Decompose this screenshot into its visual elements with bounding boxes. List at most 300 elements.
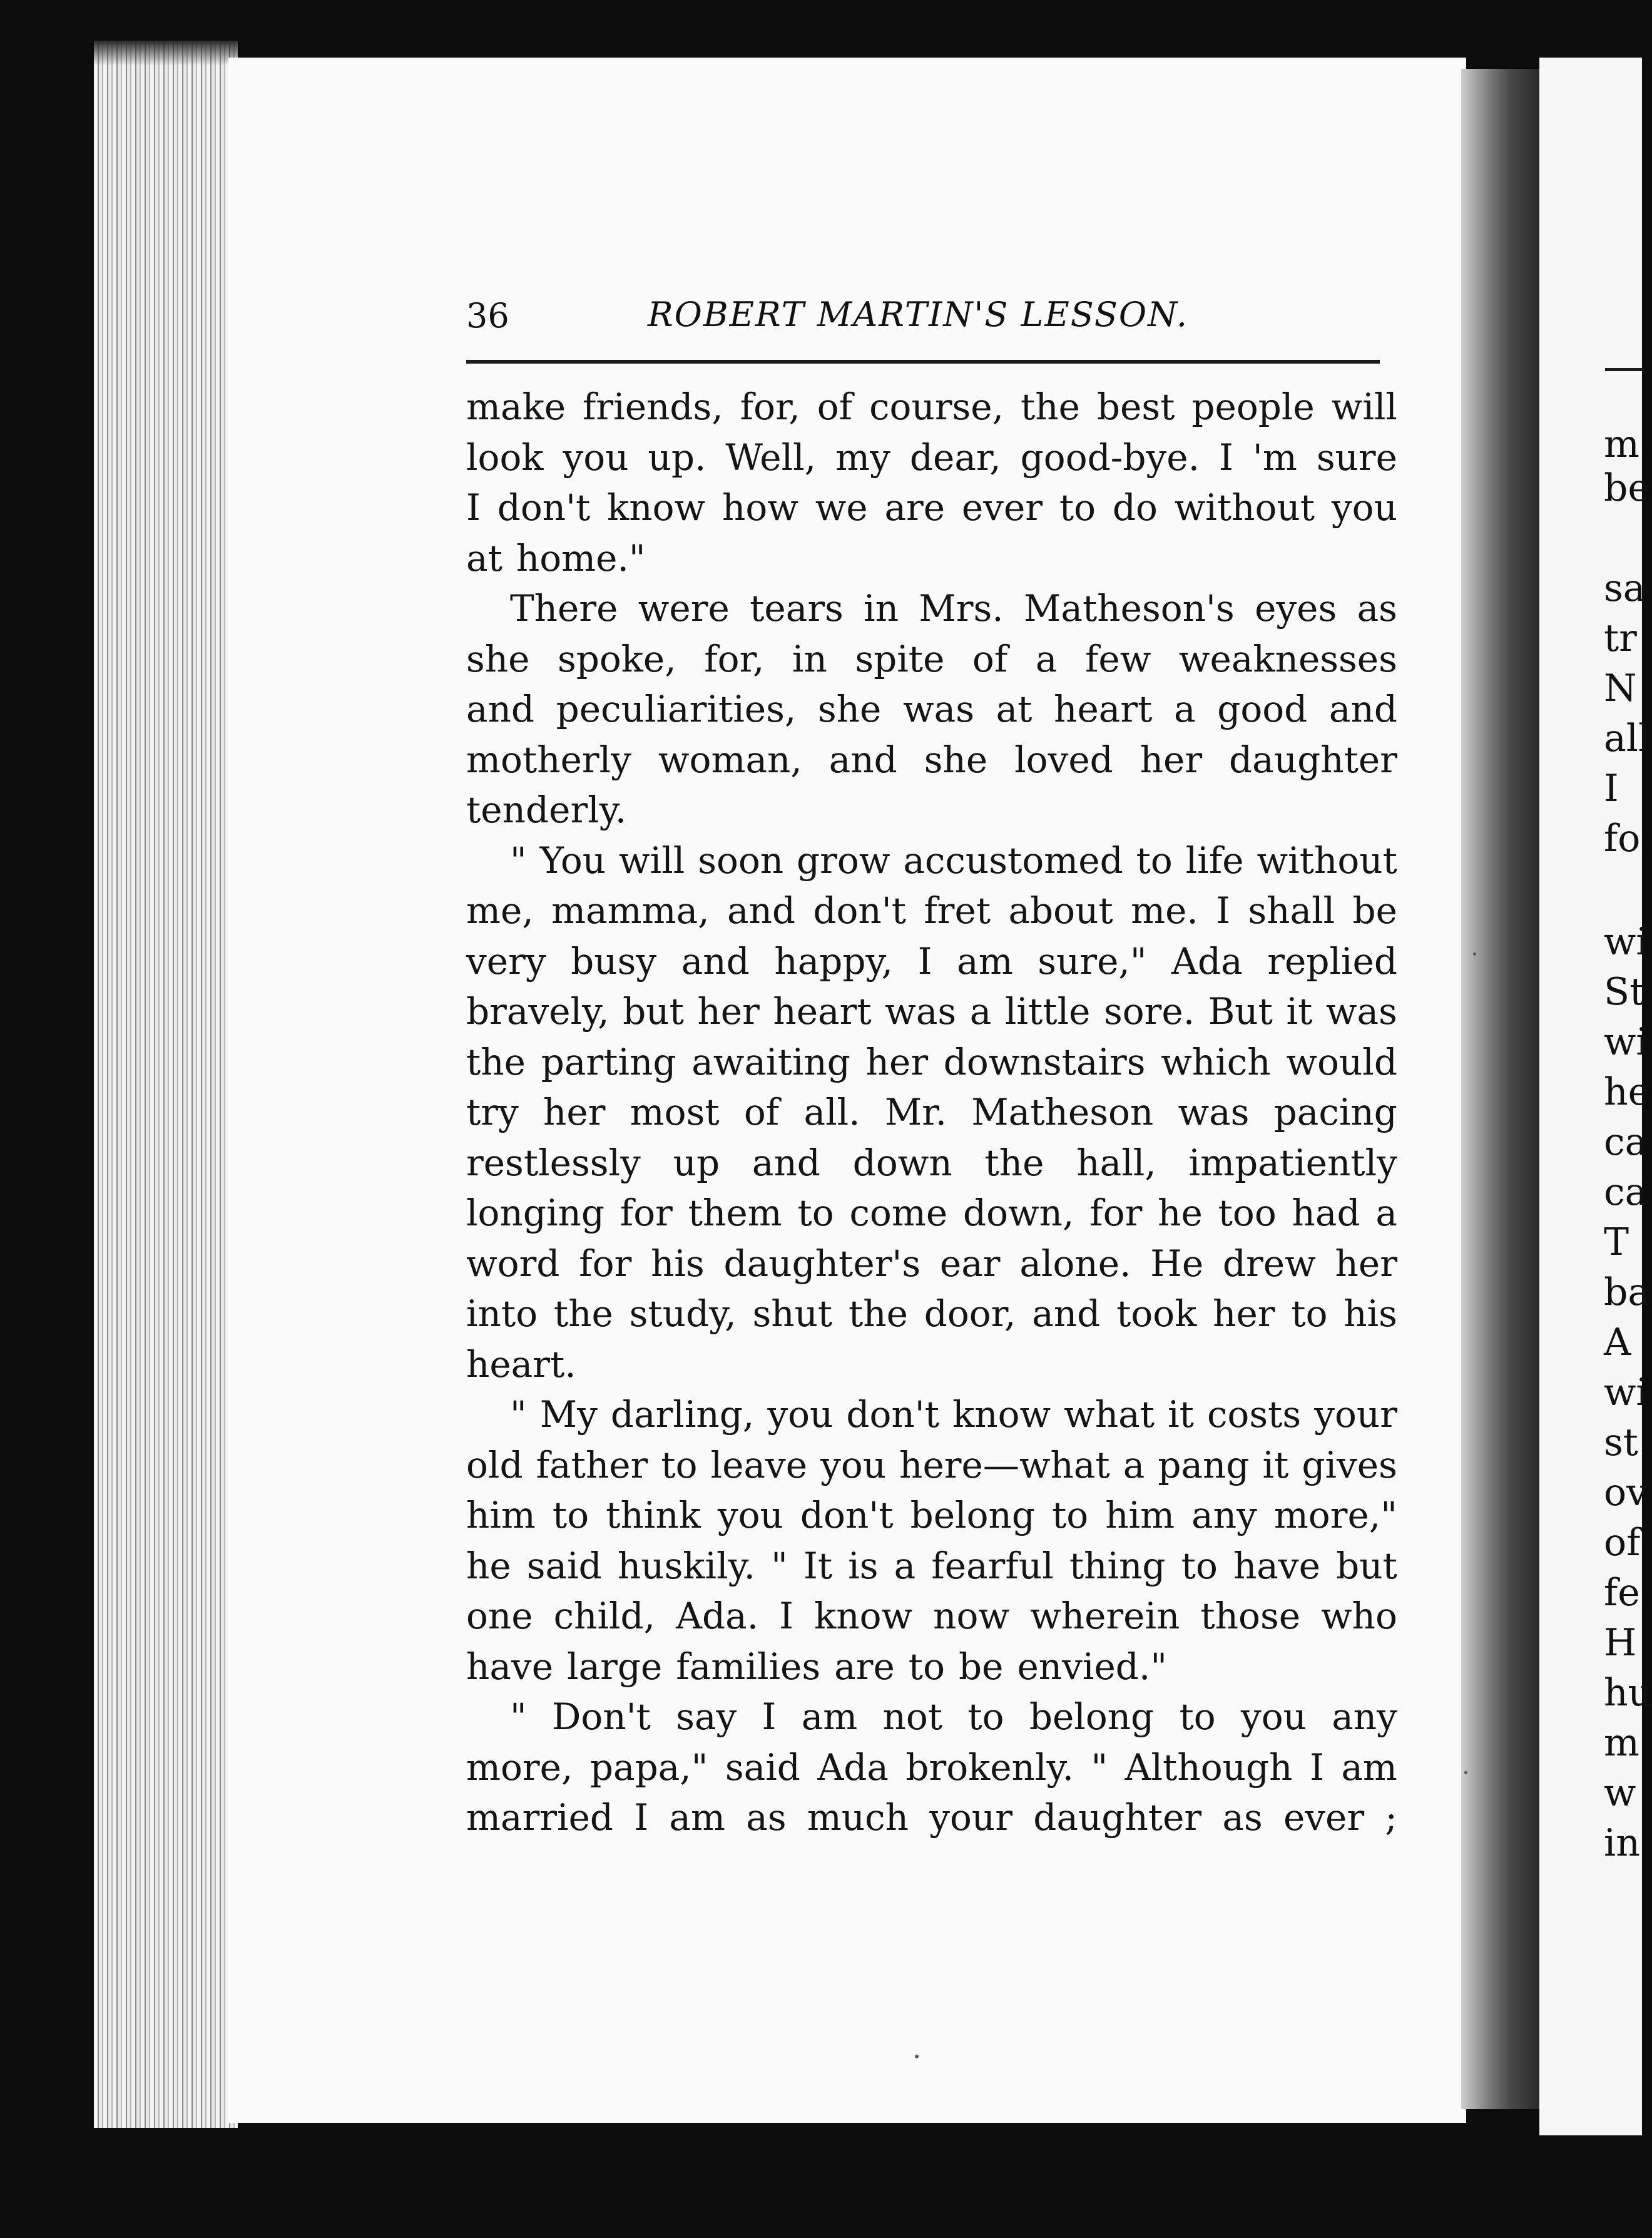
text-line bbox=[466, 1541, 1397, 1592]
word: There bbox=[510, 587, 618, 630]
word: up bbox=[673, 1141, 720, 1184]
word: wherein bbox=[1030, 1595, 1180, 1637]
word: to bbox=[1181, 1544, 1218, 1587]
word: drew bbox=[1222, 1242, 1316, 1285]
text-line bbox=[466, 1289, 1397, 1339]
text-line bbox=[466, 1087, 1397, 1138]
word: old bbox=[466, 1443, 523, 1486]
word: Matheson bbox=[971, 1091, 1154, 1133]
facing-page-fragment: T bbox=[1604, 1220, 1629, 1264]
word: bravely, bbox=[466, 990, 609, 1033]
word: a bbox=[1123, 1443, 1145, 1486]
word: " bbox=[510, 839, 527, 882]
word: for, bbox=[740, 386, 800, 428]
word: are bbox=[834, 1645, 895, 1688]
word: woman, bbox=[658, 738, 802, 781]
word: the bbox=[466, 1040, 526, 1083]
word: is bbox=[848, 1544, 879, 1587]
word: had bbox=[1292, 1192, 1360, 1234]
word: large bbox=[567, 1645, 663, 1688]
word: ever bbox=[1283, 1796, 1365, 1839]
word: the bbox=[984, 1141, 1044, 1184]
word: down, bbox=[962, 1192, 1074, 1234]
text-line bbox=[466, 1692, 1397, 1742]
facing-page-fragment: ca bbox=[1604, 1170, 1648, 1214]
word: of bbox=[743, 1091, 780, 1133]
word: here—what bbox=[899, 1443, 1110, 1486]
word: hall, bbox=[1076, 1141, 1156, 1184]
word: " bbox=[771, 1544, 788, 1587]
word: his bbox=[1344, 1292, 1397, 1335]
word: grow bbox=[797, 839, 890, 882]
word: are bbox=[884, 486, 946, 529]
word: my bbox=[835, 436, 890, 479]
word: costs bbox=[1206, 1393, 1302, 1436]
word: belong bbox=[1029, 1695, 1155, 1738]
facing-page-fragment: fo bbox=[1604, 817, 1641, 861]
word: for, bbox=[704, 637, 765, 680]
text-line bbox=[466, 1440, 1397, 1491]
word: motherly bbox=[466, 738, 631, 781]
word: a bbox=[894, 1544, 916, 1587]
word: now bbox=[933, 1595, 1010, 1637]
word: mamma, bbox=[551, 889, 710, 932]
facing-page-fragment: all bbox=[1604, 717, 1651, 760]
word: have bbox=[1233, 1544, 1320, 1587]
word: him bbox=[1105, 1494, 1175, 1536]
word: shut bbox=[752, 1292, 833, 1335]
word: was bbox=[1325, 990, 1397, 1033]
word: her bbox=[1335, 1242, 1397, 1285]
word: know bbox=[814, 1595, 913, 1637]
word: your bbox=[929, 1796, 1013, 1839]
word: in bbox=[792, 637, 827, 680]
text-line bbox=[466, 483, 1397, 533]
word: I bbox=[917, 939, 932, 983]
word: you bbox=[1331, 486, 1397, 529]
word: good-bye. bbox=[1020, 436, 1200, 479]
text-line bbox=[466, 936, 1397, 987]
word: you bbox=[1240, 1695, 1307, 1738]
word: replied bbox=[1267, 939, 1397, 983]
facing-page-fragment: fe bbox=[1604, 1571, 1640, 1615]
word: I bbox=[1219, 436, 1233, 479]
word: weaknesses bbox=[1178, 637, 1397, 680]
word: it bbox=[1286, 990, 1313, 1033]
text-line bbox=[466, 1339, 1397, 1390]
word: home." bbox=[516, 536, 646, 580]
word: a bbox=[969, 990, 992, 1033]
word: her bbox=[543, 1091, 606, 1133]
word: father bbox=[536, 1443, 648, 1486]
word: little bbox=[1004, 990, 1091, 1033]
word: spite bbox=[855, 637, 945, 680]
word: at bbox=[996, 688, 1032, 730]
word: without bbox=[1257, 839, 1397, 882]
word: look bbox=[466, 436, 544, 479]
text-line bbox=[466, 735, 1397, 785]
text-line bbox=[466, 583, 1397, 634]
word: I bbox=[466, 486, 481, 529]
word: for bbox=[579, 1242, 632, 1285]
word: to bbox=[797, 1192, 834, 1234]
word: too bbox=[1218, 1192, 1277, 1234]
word: impatiently bbox=[1188, 1141, 1397, 1184]
word: pacing bbox=[1273, 1091, 1397, 1133]
word: was bbox=[885, 990, 957, 1033]
word: and bbox=[829, 738, 897, 781]
facing-page-fragment: I bbox=[1604, 767, 1619, 810]
word: to bbox=[1051, 1494, 1089, 1536]
word: downstairs bbox=[943, 1040, 1146, 1083]
word: and bbox=[681, 939, 750, 983]
word: will bbox=[1331, 386, 1397, 428]
word: was bbox=[902, 688, 974, 730]
word: all. bbox=[803, 1091, 860, 1133]
word: one bbox=[466, 1595, 533, 1637]
word: families bbox=[676, 1645, 821, 1688]
facing-page-fragment: tr bbox=[1604, 616, 1637, 660]
text-line bbox=[466, 382, 1397, 432]
word: and bbox=[752, 1141, 820, 1184]
word: down bbox=[852, 1141, 952, 1184]
word: good bbox=[1217, 688, 1308, 730]
word: the bbox=[1021, 386, 1080, 428]
word: have bbox=[466, 1645, 554, 1688]
facing-page-fragment: w bbox=[1604, 1771, 1636, 1815]
text-line bbox=[466, 432, 1397, 483]
word: for bbox=[1089, 1192, 1143, 1234]
word: alone. bbox=[1019, 1242, 1131, 1285]
word: her bbox=[697, 990, 760, 1033]
word: your bbox=[1314, 1393, 1397, 1436]
word: sure bbox=[1316, 436, 1397, 479]
word: tears bbox=[750, 587, 844, 630]
text-line bbox=[466, 1389, 1397, 1440]
word: you bbox=[717, 1494, 783, 1536]
word: best bbox=[1096, 386, 1175, 428]
text-line bbox=[466, 785, 1397, 835]
word: it bbox=[1168, 1393, 1194, 1436]
word: try bbox=[466, 1091, 519, 1133]
word: Well, bbox=[725, 436, 817, 479]
text-line bbox=[466, 1490, 1397, 1541]
word: know bbox=[607, 486, 706, 529]
word: Although bbox=[1124, 1745, 1293, 1789]
word: darling, bbox=[610, 1393, 755, 1436]
word: her bbox=[1213, 1292, 1275, 1335]
word: You bbox=[539, 839, 606, 882]
word: said bbox=[725, 1745, 800, 1789]
word: am bbox=[957, 939, 1013, 983]
word: she bbox=[924, 738, 988, 781]
word: to bbox=[1291, 1292, 1328, 1335]
word: be bbox=[959, 1645, 1004, 1688]
word: will bbox=[619, 839, 685, 882]
word: busy bbox=[571, 939, 657, 983]
word: door, bbox=[924, 1292, 1016, 1335]
word: she bbox=[466, 637, 530, 680]
word: without bbox=[1174, 486, 1315, 529]
word: a bbox=[1375, 1192, 1397, 1234]
word: ; bbox=[1385, 1796, 1397, 1839]
word: daughter bbox=[1229, 738, 1397, 781]
word: her bbox=[865, 1040, 929, 1083]
text-line bbox=[466, 1138, 1397, 1188]
word: to bbox=[552, 1494, 589, 1536]
text-line bbox=[466, 886, 1397, 936]
word: 'm bbox=[1252, 436, 1297, 479]
word: thing bbox=[1069, 1544, 1166, 1587]
word: I bbox=[779, 1595, 794, 1637]
word: envied." bbox=[1017, 1645, 1168, 1688]
word: you bbox=[820, 1443, 887, 1486]
word: loved bbox=[1014, 738, 1113, 781]
word: belong bbox=[910, 1494, 1035, 1536]
page-edges-shadow bbox=[94, 41, 238, 66]
word: for bbox=[620, 1192, 673, 1234]
word: study, bbox=[629, 1292, 737, 1335]
word: soon bbox=[698, 839, 784, 882]
word: it bbox=[1262, 1443, 1289, 1486]
page-number: 36 bbox=[466, 296, 509, 335]
word: accustomed bbox=[903, 839, 1123, 882]
word: as bbox=[746, 1796, 787, 1839]
facing-page-fragment: st bbox=[1604, 1421, 1638, 1464]
word: would bbox=[1286, 1040, 1397, 1083]
word: happy, bbox=[774, 939, 894, 983]
word: come bbox=[849, 1192, 948, 1234]
word: don't bbox=[813, 889, 907, 932]
word: daughter bbox=[1033, 1796, 1202, 1839]
word: peculiarities, bbox=[556, 688, 797, 730]
word: the bbox=[848, 1292, 908, 1335]
word: to bbox=[1136, 839, 1173, 882]
word: don't bbox=[800, 1494, 894, 1536]
word: fearful bbox=[931, 1544, 1054, 1587]
word: He bbox=[1150, 1242, 1204, 1285]
word: to bbox=[1059, 486, 1096, 529]
word: say bbox=[676, 1695, 737, 1738]
header-rule bbox=[466, 360, 1380, 364]
word: heart bbox=[773, 990, 872, 1033]
word: few bbox=[1084, 637, 1151, 680]
word: a bbox=[1035, 637, 1058, 680]
page-header bbox=[466, 291, 1380, 347]
word: restlessly bbox=[466, 1141, 641, 1184]
word: and bbox=[466, 688, 535, 730]
word: you bbox=[767, 1393, 834, 1436]
word: fret bbox=[924, 889, 991, 932]
word: longing bbox=[466, 1192, 604, 1234]
facing-page-fragment: m bbox=[1604, 1721, 1639, 1765]
running-title: ROBERT MARTIN'S LESSON. bbox=[648, 295, 1189, 334]
word: most bbox=[630, 1091, 720, 1133]
text-line bbox=[466, 1792, 1397, 1843]
word: he bbox=[1158, 1192, 1203, 1234]
text-line bbox=[466, 1642, 1397, 1692]
text-line bbox=[466, 1742, 1397, 1793]
facing-page-fragment: he bbox=[1604, 1070, 1651, 1114]
word: into bbox=[466, 1292, 538, 1335]
word: you bbox=[563, 436, 629, 479]
word: Matheson's bbox=[1024, 587, 1235, 630]
word: the bbox=[553, 1292, 613, 1335]
word: I bbox=[762, 1695, 777, 1738]
text-line bbox=[466, 1591, 1397, 1642]
word: know bbox=[952, 1393, 1051, 1436]
word: Ada. bbox=[676, 1595, 759, 1637]
word: daughter's bbox=[723, 1242, 921, 1285]
facing-page-fragment: sa bbox=[1604, 566, 1646, 610]
word: much bbox=[807, 1796, 909, 1839]
word: not bbox=[882, 1695, 943, 1738]
word: married bbox=[466, 1796, 614, 1839]
facing-page-fragment: be bbox=[1604, 466, 1650, 510]
word: people bbox=[1191, 386, 1315, 428]
word: his bbox=[651, 1242, 705, 1285]
body-text bbox=[466, 382, 1397, 1843]
word: My bbox=[539, 1393, 598, 1436]
word: Mr. bbox=[884, 1091, 947, 1133]
facing-page-fragment: wi bbox=[1604, 1371, 1648, 1414]
word: parting bbox=[541, 1040, 676, 1083]
word: Mrs. bbox=[919, 587, 1004, 630]
word: him bbox=[466, 1494, 536, 1536]
word: Ada bbox=[1171, 939, 1243, 983]
word: more, bbox=[466, 1745, 573, 1789]
text-line bbox=[466, 1037, 1397, 1088]
word: Ada bbox=[817, 1745, 889, 1789]
word: and bbox=[1032, 1292, 1101, 1335]
word: course, bbox=[869, 386, 1004, 428]
word: " bbox=[1091, 1745, 1108, 1789]
word: be bbox=[1352, 889, 1397, 932]
page-edges bbox=[94, 41, 238, 2128]
facing-page-text bbox=[1604, 0, 1652, 2238]
word: am bbox=[1341, 1745, 1397, 1789]
word: of bbox=[972, 637, 1008, 680]
facing-page-fragment: ov bbox=[1604, 1471, 1648, 1515]
word: child, bbox=[553, 1595, 656, 1637]
word: as bbox=[1357, 587, 1397, 630]
word: make bbox=[466, 386, 566, 428]
word: It bbox=[803, 1544, 833, 1587]
word: any bbox=[1332, 1695, 1397, 1738]
text-line bbox=[466, 634, 1397, 685]
word: to bbox=[1179, 1695, 1216, 1738]
word: more," bbox=[1273, 1494, 1397, 1536]
word: am bbox=[801, 1695, 858, 1738]
word: pang bbox=[1158, 1443, 1250, 1486]
word: leave bbox=[710, 1443, 808, 1486]
word: sore. bbox=[1103, 990, 1195, 1033]
text-line bbox=[466, 684, 1397, 735]
word: how bbox=[722, 486, 798, 529]
word: dear, bbox=[909, 436, 1001, 479]
word: and bbox=[727, 889, 796, 932]
facing-page-fragment: wi bbox=[1604, 1020, 1648, 1064]
word: Don't bbox=[551, 1695, 651, 1738]
facing-page-fragment: ba bbox=[1604, 1270, 1651, 1314]
word: awaiting bbox=[691, 1040, 850, 1083]
word: huskily. bbox=[617, 1544, 756, 1587]
word: he bbox=[466, 1544, 511, 1587]
facing-page-fragment: ca bbox=[1604, 1120, 1648, 1164]
word: to bbox=[908, 1645, 946, 1688]
word: I bbox=[1216, 889, 1231, 932]
book-gutter bbox=[1461, 69, 1542, 2109]
word: at bbox=[466, 536, 502, 580]
word: about bbox=[1008, 889, 1113, 932]
word: But bbox=[1208, 990, 1273, 1033]
word: those bbox=[1200, 1595, 1301, 1637]
word: which bbox=[1161, 1040, 1271, 1083]
text-line bbox=[466, 533, 1397, 584]
facing-page-fragment: N bbox=[1604, 667, 1637, 710]
word: friends, bbox=[582, 386, 723, 428]
facing-page-fragment: St bbox=[1604, 970, 1645, 1014]
word: shall bbox=[1248, 889, 1335, 932]
word: me. bbox=[1131, 889, 1198, 932]
word: me, bbox=[466, 889, 534, 932]
word: a bbox=[1174, 688, 1196, 730]
word: heart. bbox=[466, 1342, 576, 1386]
word: don't bbox=[846, 1393, 940, 1436]
text-line bbox=[466, 835, 1397, 886]
word: to bbox=[661, 1443, 698, 1486]
word: we bbox=[815, 486, 868, 529]
word: brokenly. bbox=[905, 1745, 1074, 1789]
text-line bbox=[466, 1239, 1397, 1289]
facing-page-fragment: wi bbox=[1604, 920, 1648, 964]
word: sure," bbox=[1038, 939, 1147, 983]
text-line bbox=[466, 986, 1397, 1037]
word: gives bbox=[1302, 1443, 1397, 1486]
word: but bbox=[1336, 1544, 1397, 1587]
word: ear bbox=[939, 1242, 1001, 1285]
word: was bbox=[1178, 1091, 1250, 1133]
word: them bbox=[688, 1192, 782, 1234]
facing-page-fragment: H bbox=[1604, 1621, 1637, 1665]
word: and bbox=[1328, 688, 1397, 730]
scan-speck bbox=[1464, 1771, 1467, 1774]
word: spoke, bbox=[557, 637, 676, 680]
word: ever bbox=[961, 486, 1043, 529]
word: am bbox=[669, 1796, 725, 1839]
word: to bbox=[967, 1695, 1004, 1738]
word: papa," bbox=[589, 1745, 708, 1789]
word: I bbox=[634, 1796, 649, 1839]
word: heart bbox=[1054, 688, 1153, 730]
word: as bbox=[1222, 1796, 1263, 1839]
word: any bbox=[1191, 1494, 1257, 1536]
facing-page-fragment: A bbox=[1604, 1321, 1631, 1364]
word: were bbox=[638, 587, 730, 630]
word: up. bbox=[648, 436, 706, 479]
word: very bbox=[466, 939, 546, 983]
scan-speck bbox=[1473, 953, 1476, 956]
facing-page-fragment: in bbox=[1604, 1821, 1640, 1865]
word: do bbox=[1112, 486, 1158, 529]
word: took bbox=[1116, 1292, 1197, 1335]
word: in bbox=[864, 587, 899, 630]
word: but bbox=[623, 990, 684, 1033]
word: think bbox=[606, 1494, 701, 1536]
scan-speck bbox=[915, 2055, 919, 2058]
word: eyes bbox=[1255, 587, 1337, 630]
word: said bbox=[526, 1544, 602, 1587]
